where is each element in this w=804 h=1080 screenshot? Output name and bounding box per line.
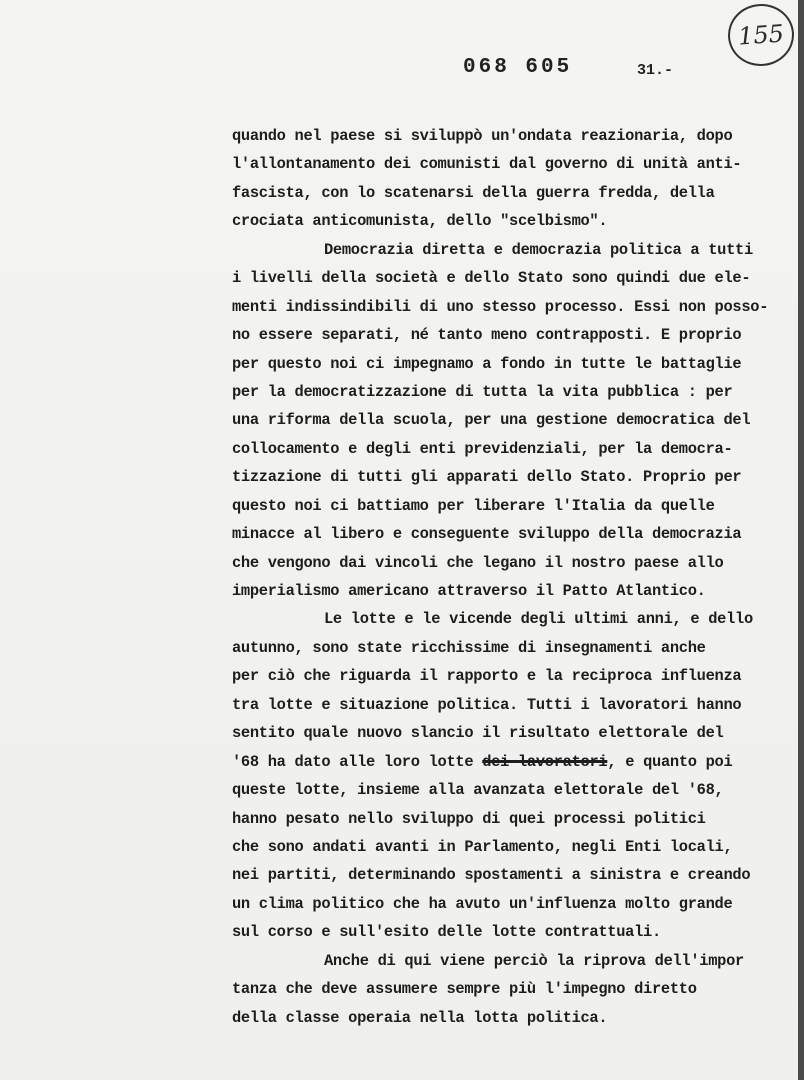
text-line: autunno, sono state ricchissime di insegnamenti anche [232,638,706,657]
handwritten-page-stamp: 155 [726,2,796,68]
text-line: no essere separati, né tanto meno contrapposti. E proprio [232,326,742,345]
text-line: l'allontanamento dei comunisti dal governo di unità anti- [232,155,742,174]
text-line: minacce al libero e conseguente sviluppo della democrazia [232,525,742,544]
text-line: che sono andati avanti in Parlamento, negli Enti locali, [232,837,733,856]
text-line: Anche di qui viene perciò la riprova dell'impor [324,951,744,970]
text-line: della classe operaia nella lotta politica. [232,1008,608,1027]
text-line: un clima politico che ha avuto un'influenza molto grande [232,894,733,913]
text-line: sul corso e sull'esito delle lotte contrattuali. [232,923,661,942]
text-line-with-strikeout [232,748,804,776]
text-line: tanza che deve assumere sempre più l'impegno diretto [232,980,697,999]
text-line: tra lotte e situazione politica. Tutti i lavoratori hanno [232,695,742,714]
text-line: imperialismo americano attraverso il Patto Atlantico. [232,582,706,600]
text-line-end: , e quanto poi [607,752,733,771]
text-line: quando nel paese si sviluppò un'ondata reazionaria, dopo [232,127,733,145]
text-line: Le lotte e le vicende degli ultimi anni, e dello [324,610,753,629]
document-number: 068 605 [463,56,573,79]
text-line: hanno pesato nello sviluppo di quei processi politici [232,809,706,828]
text-line: queste lotte, insieme alla avanzata elettorale del '68, [232,781,724,800]
text-line: per ciò che riguarda il rapporto e la reciproca influenza [232,667,742,686]
text-line: sentito quale nuovo slancio il risultato elettorale del [232,724,724,743]
text-line: fascista, con lo scatenarsi della guerra fredda, della [232,183,715,202]
text-line-start: '68 ha dato alle loro lotte [232,752,474,771]
text-line: collocamento e degli enti previdenziali, per la democra- [232,439,733,458]
text-line: i livelli della società e dello Stato sono quindi due ele- [232,269,751,288]
text-line: che vengono dai vincoli che legano il nostro paese allo [232,553,724,572]
text-line: Democrazia diretta e democrazia politica a tutti [324,240,753,259]
body-text [232,122,804,1032]
text-line: nei partiti, determinando spostamenti a sinistra e creando [232,866,751,885]
page-number: 31.- [637,62,674,79]
text-line: crociata anticomunista, dello "scelbismo". [232,212,608,231]
text-line: questo noi ci battiamo per liberare l'Italia da quelle [232,496,715,515]
text-line: per questo noi ci impegnamo a fondo in tutte le battaglie [232,354,742,373]
text-line: tizzazione di tutti gli apparati dello Stato. Proprio per [232,468,742,487]
struck-out-text: dei lavoratori [482,752,608,771]
text-line: per la democratizzazione di tutta la vita pubblica : per [232,382,733,401]
text-line: una riforma della scuola, per una gestione democratica del [232,411,751,430]
text-line: menti indissindibili di uno stesso processo. Essi non posso- [232,297,769,316]
